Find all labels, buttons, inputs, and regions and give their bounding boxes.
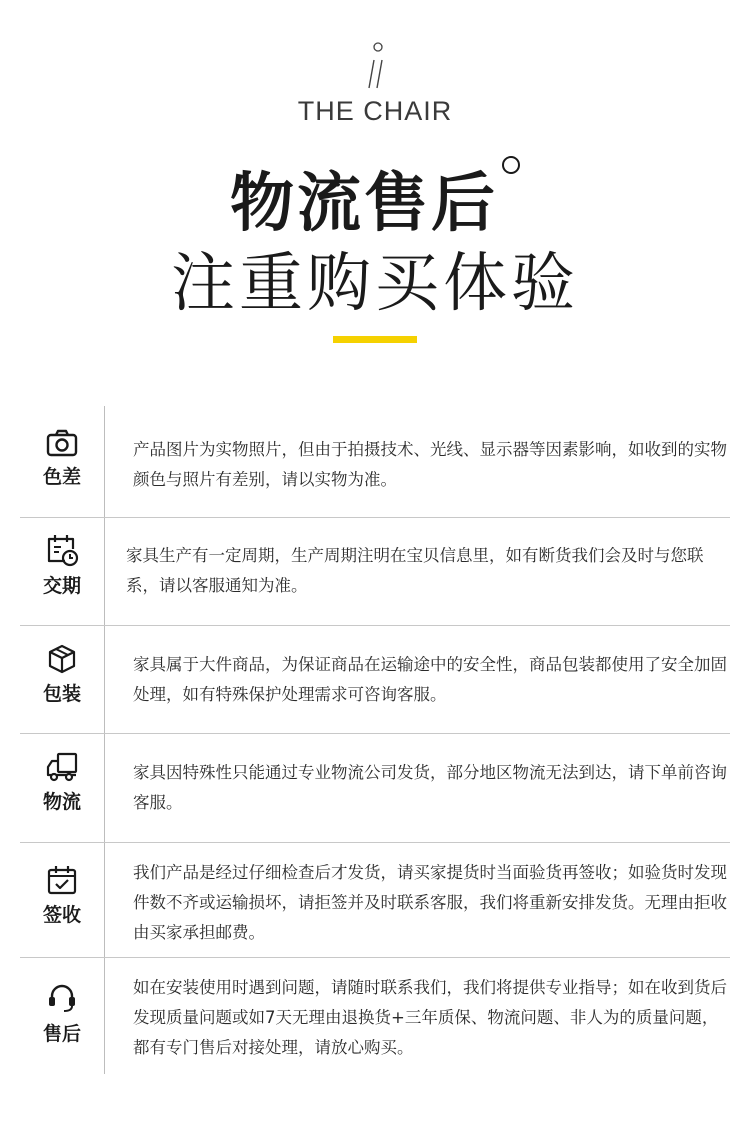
row-description: 产品图片为实物照片，但由于拍摄技术、光线、显示器等因素影响，如收到的实物颜色与照片有差别，请以实物为准。 (133, 440, 727, 489)
headset-icon (46, 981, 78, 1015)
row-label: 签收 (42, 904, 81, 926)
page-title (0, 152, 750, 244)
table-vertical-divider (104, 406, 105, 1074)
row-icon-cell (20, 981, 104, 1046)
row-label: 售后 (42, 1023, 81, 1045)
row-label: 色差 (42, 466, 81, 488)
accent-bar (333, 336, 417, 343)
row-description: 家具属于大件商品，为保证商品在运输途中的安全性，商品包装都使用了安全加固处理，如有特殊保护处理需求可咨询客服。 (133, 655, 727, 704)
row-icon-cell (20, 533, 104, 598)
row-divider (20, 957, 730, 958)
row-icon-cell (20, 751, 104, 814)
logo-mark-icon (345, 38, 405, 94)
row-divider (20, 625, 730, 626)
brand-name: THE CHAIR (297, 96, 453, 126)
row-description: 家具因特殊性只能通过专业物流公司发货，部分地区物流无法到达，请下单前咨询客服。 (133, 763, 727, 812)
row-divider (20, 842, 730, 843)
row-description: 如在安装使用时遇到问题，请随时联系我们，我们将提供专业指导；如在收到货后发现质量问题或如7天无理由退换货+三年质保、物流问题、非人为的质量问题，都有专门售后对接处理，请放心购买。 (133, 978, 727, 1057)
row-label: 物流 (42, 791, 81, 813)
row-divider (20, 733, 730, 734)
calendar-check-icon (46, 864, 78, 896)
camera-icon (45, 428, 79, 458)
row-description: 家具生产有一定周期，生产周期注明在宝贝信息里，如有断货我们会及时与您联系，请以客服通知为准。 (126, 546, 704, 595)
row-icon-cell (20, 428, 104, 489)
page-subtitle: 注重购买体验 (171, 247, 579, 321)
degree-circle-icon (502, 156, 520, 174)
title-line-1: 物流售后 (230, 167, 498, 241)
row-label: 交期 (42, 575, 81, 597)
delivery-truck-icon (44, 751, 80, 783)
brand-logo (0, 38, 750, 127)
row-divider (20, 517, 730, 518)
row-icon-cell (20, 864, 104, 927)
row-icon-cell (20, 643, 104, 706)
calendar-clock-icon (45, 533, 79, 567)
package-box-icon (46, 643, 78, 675)
row-description: 我们产品是经过仔细检查后才发货，请买家提货时当面验货再签收；如验货时发现件数不齐或运输损坏，请拒签并及时联系客服，我们将重新安排发货。无理由拒收由买家承担邮费。 (133, 863, 727, 942)
row-label: 包装 (42, 683, 81, 705)
